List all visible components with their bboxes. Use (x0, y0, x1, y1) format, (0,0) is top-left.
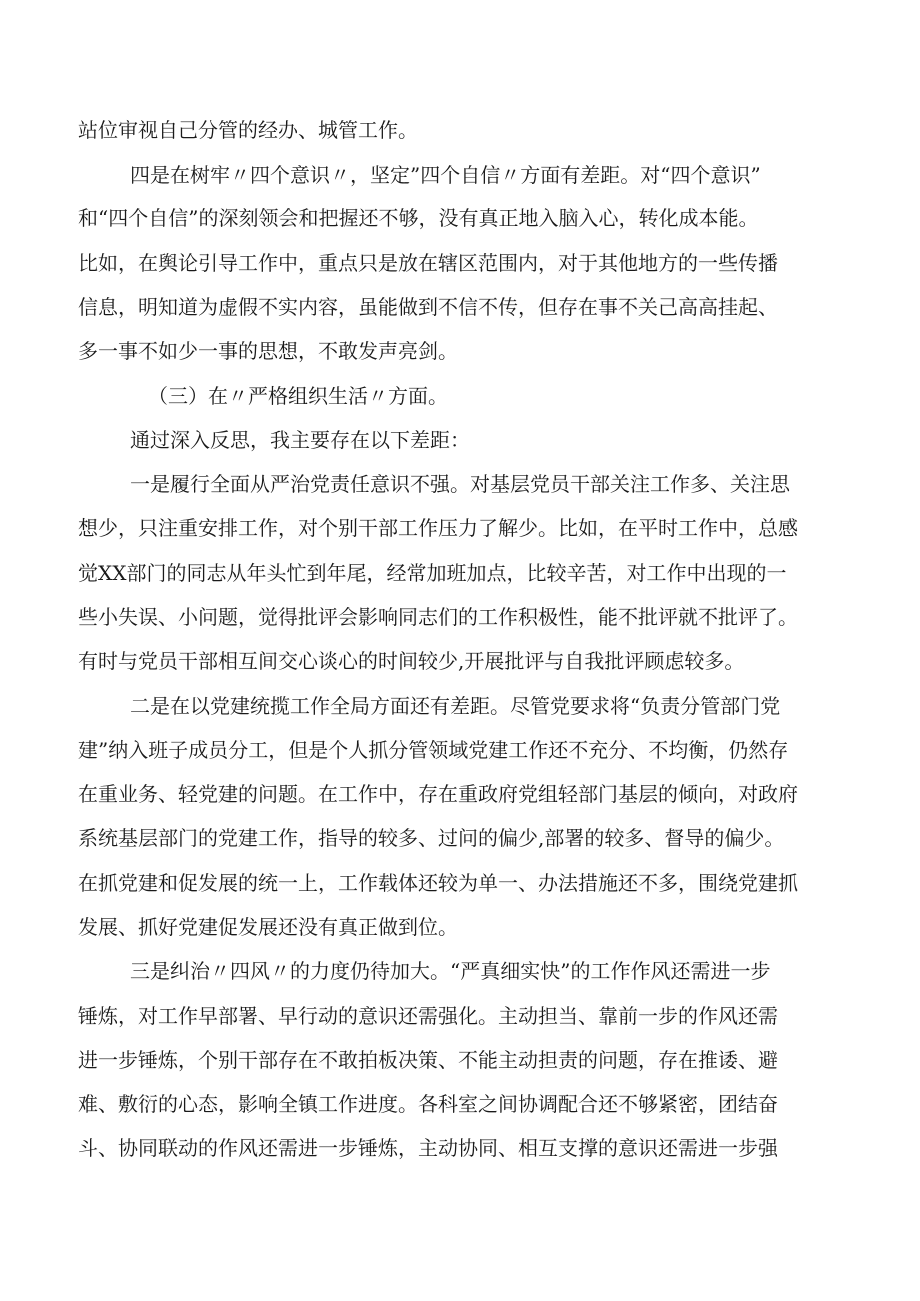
text-line: 发展、抓好党建促发展还没有真正做到位。 (78, 915, 458, 939)
text-line: 系统基层部门的党建工作，指导的较多、过问的偏少,部署的较多、督导的偏少。 (78, 826, 785, 850)
text-line: 觉XX部门的同志从年头忙到年尾，经常加班加点，比较辛苦，对工作中出现的一 (78, 561, 787, 585)
text-line: 四是在树牢〃四个意识〃，坚定”四个自信〃方面有差距。对“四个意识” (130, 163, 761, 187)
text-line: 三是纠治〃四风〃的力度仍待加大。“严真细实快”的工作作风还需进一步 (130, 959, 771, 983)
text-line: 斗、协同联动的作风还需进一步锤炼，主动协同、相互支撑的意识还需进一步强 (78, 1136, 778, 1160)
text-line: 比如，在舆论引导工作中，重点只是放在辖区范围内，对于其他地方的一些传播 (78, 251, 778, 275)
text-line: 进一步锤炼，个别干部存在不敢拍板决策、不能主动担责的问题，存在推诿、避 (78, 1048, 778, 1072)
text-line: 二是在以党建统揽工作全局方面还有差距。尽管党要求将“负责分管部门党 (130, 694, 781, 718)
text-line: 多一事不如少一事的思想，不敢发声亮剑。 (78, 339, 458, 363)
text-line: 锤炼，对工作早部署、早行动的意识还需强化。主动担当、靠前一步的作风还需 (78, 1004, 778, 1028)
text-line: 一是履行全面从严治党责任意识不强。对基层党员干部关注工作多、关注思 (130, 472, 790, 496)
text-line: 站位审视自己分管的经办、城管工作。 (78, 118, 418, 142)
text-line: 信息，明知道为虚假不实内容，虽能做到不信不传，但存在事不关己高高挂起、 (78, 295, 778, 319)
text-line: 有时与党员干部相互间交心谈心的时间较少,开展批评与自我批评顾虑较多。 (78, 649, 745, 673)
text-line: 难、敷衍的心态，影响全镇工作进度。各科室之间协调配合还不够紧密，团结奋 (78, 1092, 778, 1116)
text-line: 在重业务、轻党建的问题。在工作中，存在重政府党组轻部门基层的倾向，对政府 (78, 782, 798, 806)
section-heading: （三）在〃严格组织生活〃方面。 (148, 384, 448, 408)
text-line: 些小失误、小问题，觉得批评会影响同志们的工作积极性，能不批评就不批评了。 (78, 605, 798, 629)
text-line: 想少，只注重安排工作，对个别干部工作压力了解少。比如，在平时工作中，总感 (78, 516, 798, 540)
text-line: 建”纳入班子成员分工，但是个人抓分管领域党建工作还不充分、不均衡，仍然存 (78, 738, 789, 762)
text-line: 通过深入反思，我主要存在以下差距： (130, 428, 470, 452)
text-line: 和“四个自信”的深刻领会和把握还不够，没有真正地入脑入心，转化成本能。 (78, 206, 759, 230)
text-line: 在抓党建和促发展的统一上，工作载体还较为单一、办法措施还不多，围绕党建抓 (78, 871, 798, 895)
